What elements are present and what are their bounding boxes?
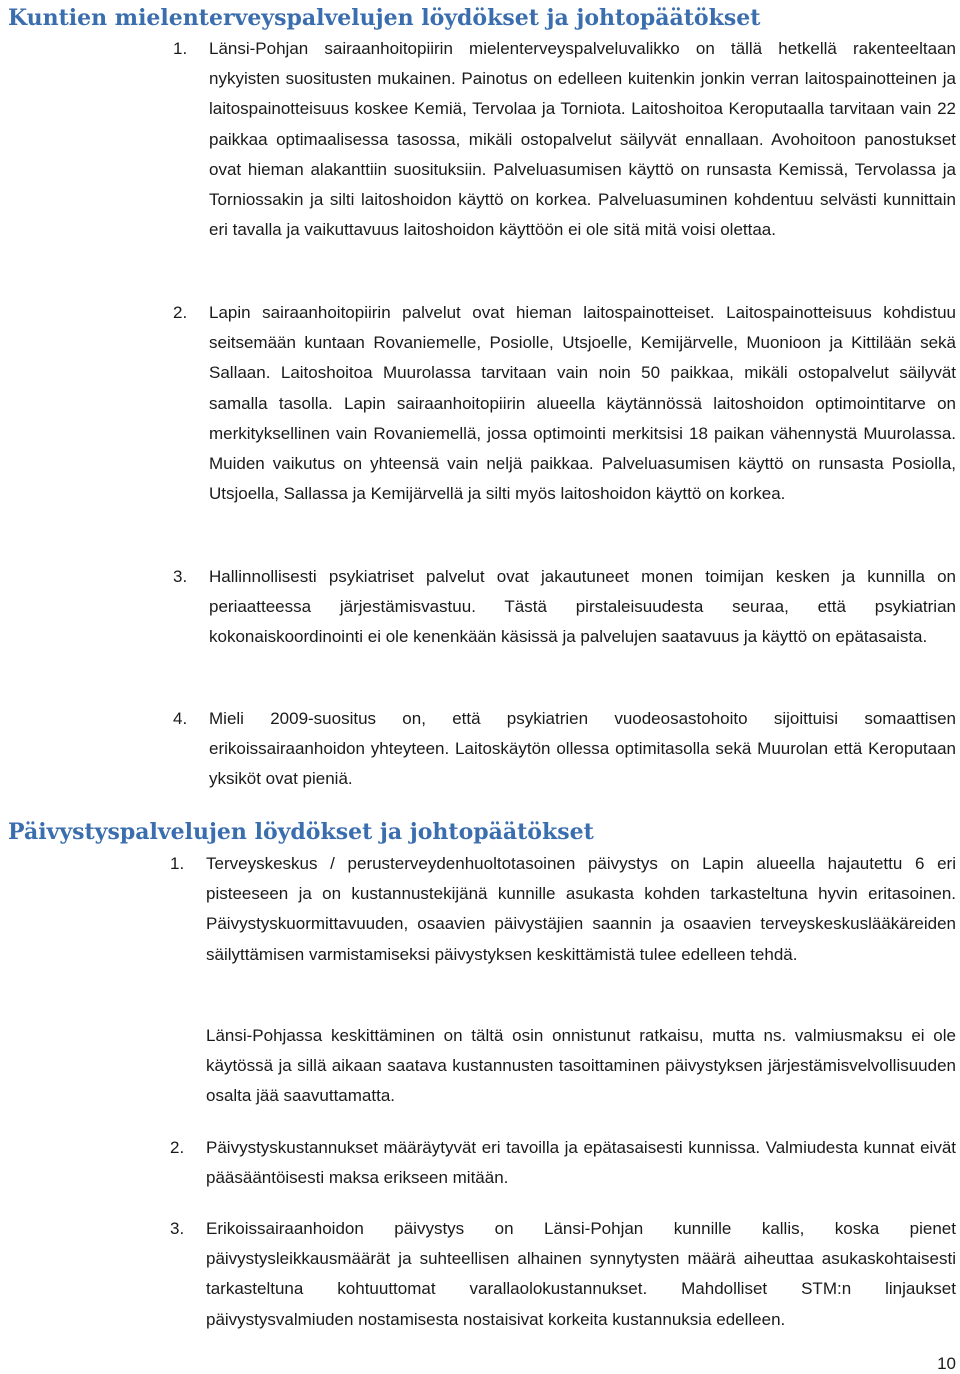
list-paragraph: Länsi-Pohjassa keskittäminen on tältä osin onnistunut ratkaisu, mutta ns. valmiusmaksu ei ole käytössä ja sillä aikaan saatava kustannusten tasoittaminen päivystyksen järjestämisvelvollisuuden osalta jää saavuttamatta. <box>206 1026 956 1106</box>
list-number: 3. <box>173 567 188 586</box>
page-number: 10 <box>937 1354 956 1373</box>
list-number: 2. <box>170 1138 185 1157</box>
list-number: 1. <box>173 39 188 58</box>
list-number: 2. <box>173 303 188 322</box>
list-number: 1. <box>170 854 185 873</box>
list-paragraph: Lapin sairaanhoitopiirin palvelut ovat hieman laitospainotteiset. Laitospainotteisuus kohdistuu seitsemään kuntaan Rovaniemelle, Posiolle, Utsjoelle, Kemijärvelle, Muonioon ja Kittilään sekä Sallaan. Laitoshoitoa Muurolassa tarvitaan vain noin 50 paikkaa, mikäli ostopalvelut säilyvät samalla tasolla. Lapin sairaanhoitopiirin alueella käytännössä laitoshoidon optimointitarve on merkityksellinen vain Rovaniemellä, jossa optimointi merkitsisi 18 paikan vähennystä Muurolassa. Muiden vaikutus on yhteensä vain neljä paikkaa. Palveluasumisen käyttö on runsasta Posiolla, Utsjoella, Sallassa ja Kemijärvellä ja silti myös laitoshoidon käyttö on korkea. <box>209 303 956 504</box>
list-paragraph: Terveyskeskus / perusterveydenhuoltotasoinen päivystys on Lapin alueella hajautettu 6 eri pisteeseen ja on kustannustekijänä kunnille asukasta kohden tarkasteltuna hyvin eritasoinen. Päivystyskuormittavuuden, osaavien päivystäjien saannin ja osaavien terveyskeskuslääkäreiden säilyttämisen varmistamiseksi päivystyksen keskittämistä tulee edelleen tehdä. <box>206 854 956 964</box>
list-number: 3. <box>170 1219 185 1238</box>
list-paragraph: Länsi-Pohjan sairaanhoitopiirin mielenterveyspalveluvalikko on tällä hetkellä rakenteeltaan nykyisten suositusten mukainen. Painotus on edelleen kuitenkin jonkin verran laitospainotteinen ja laitospainotteisuus koskee Kemiä, Tervolaa ja Torniota. Laitoshoitoa Keroputaalla tarvitaan vain 22 paikkaa optimaalisessa tasossa, mikäli ostopalvelut säilyvät ennallaan. Avohoitoon panostukset ovat hieman alakanttiin suosituksiin. Palveluasumisen käyttö on runsasta Kemissä, Tervolassa ja Torniossakin ja silti laitoshoidon käyttö on korkea. Palveluasuminen kohdentuu selvästi kunnittain eri tavalla ja vaikuttavuus laitoshoidon käyttöön ei ole sitä mitä voisi olettaa. <box>209 39 956 240</box>
section-heading-mental-health: Kuntien mielenterveyspalvelujen löydökset ja johtopäätökset <box>8 5 761 31</box>
list-paragraph: Päivystyskustannukset määräytyvät eri tavoilla ja epätasaisesti kunnissa. Valmiudesta kunnat eivät pääsääntöisesti maksa erikseen mitään. <box>206 1138 956 1188</box>
section-heading-emergency: Päivystyspalvelujen löydökset ja johtopäätökset <box>8 819 594 845</box>
list-paragraph: Mieli 2009-suositus on, että psykiatrien vuodeosastohoito sijoittuisi somaattisen erikoissairaanhoidon yhteyteen. Laitoskäytön ollessa optimitasolla sekä Muurolan että Keroputaan yksiköt ovat pieniä. <box>209 709 956 789</box>
list-paragraph: Erikoissairaanhoidon päivystys on Länsi-Pohjan kunnille kallis, koska pienet päivystysleikkausmäärät ja suhteellisen alhainen synnytysten määrä aiheuttaa asukaskohtaisesti tarkasteltuna kohtuuttomat varallaolokustannukset. Mahdolliset STM:n linjaukset päivystysvalmiuden nostamisesta nostaisivat korkeita kustannuksia edelleen. <box>206 1219 956 1329</box>
list-number: 4. <box>173 709 188 728</box>
list-paragraph: Hallinnollisesti psykiatriset palvelut ovat jakautuneet monen toimijan kesken ja kunnilla on periaatteessa järjestämisvastuu. Tästä pirstaleisuudesta seuraa, että psykiatrian kokonaiskoordinointi ei ole kenenkään käsissä ja palvelujen saatavuus ja käyttö on epätasaista. <box>209 567 956 647</box>
